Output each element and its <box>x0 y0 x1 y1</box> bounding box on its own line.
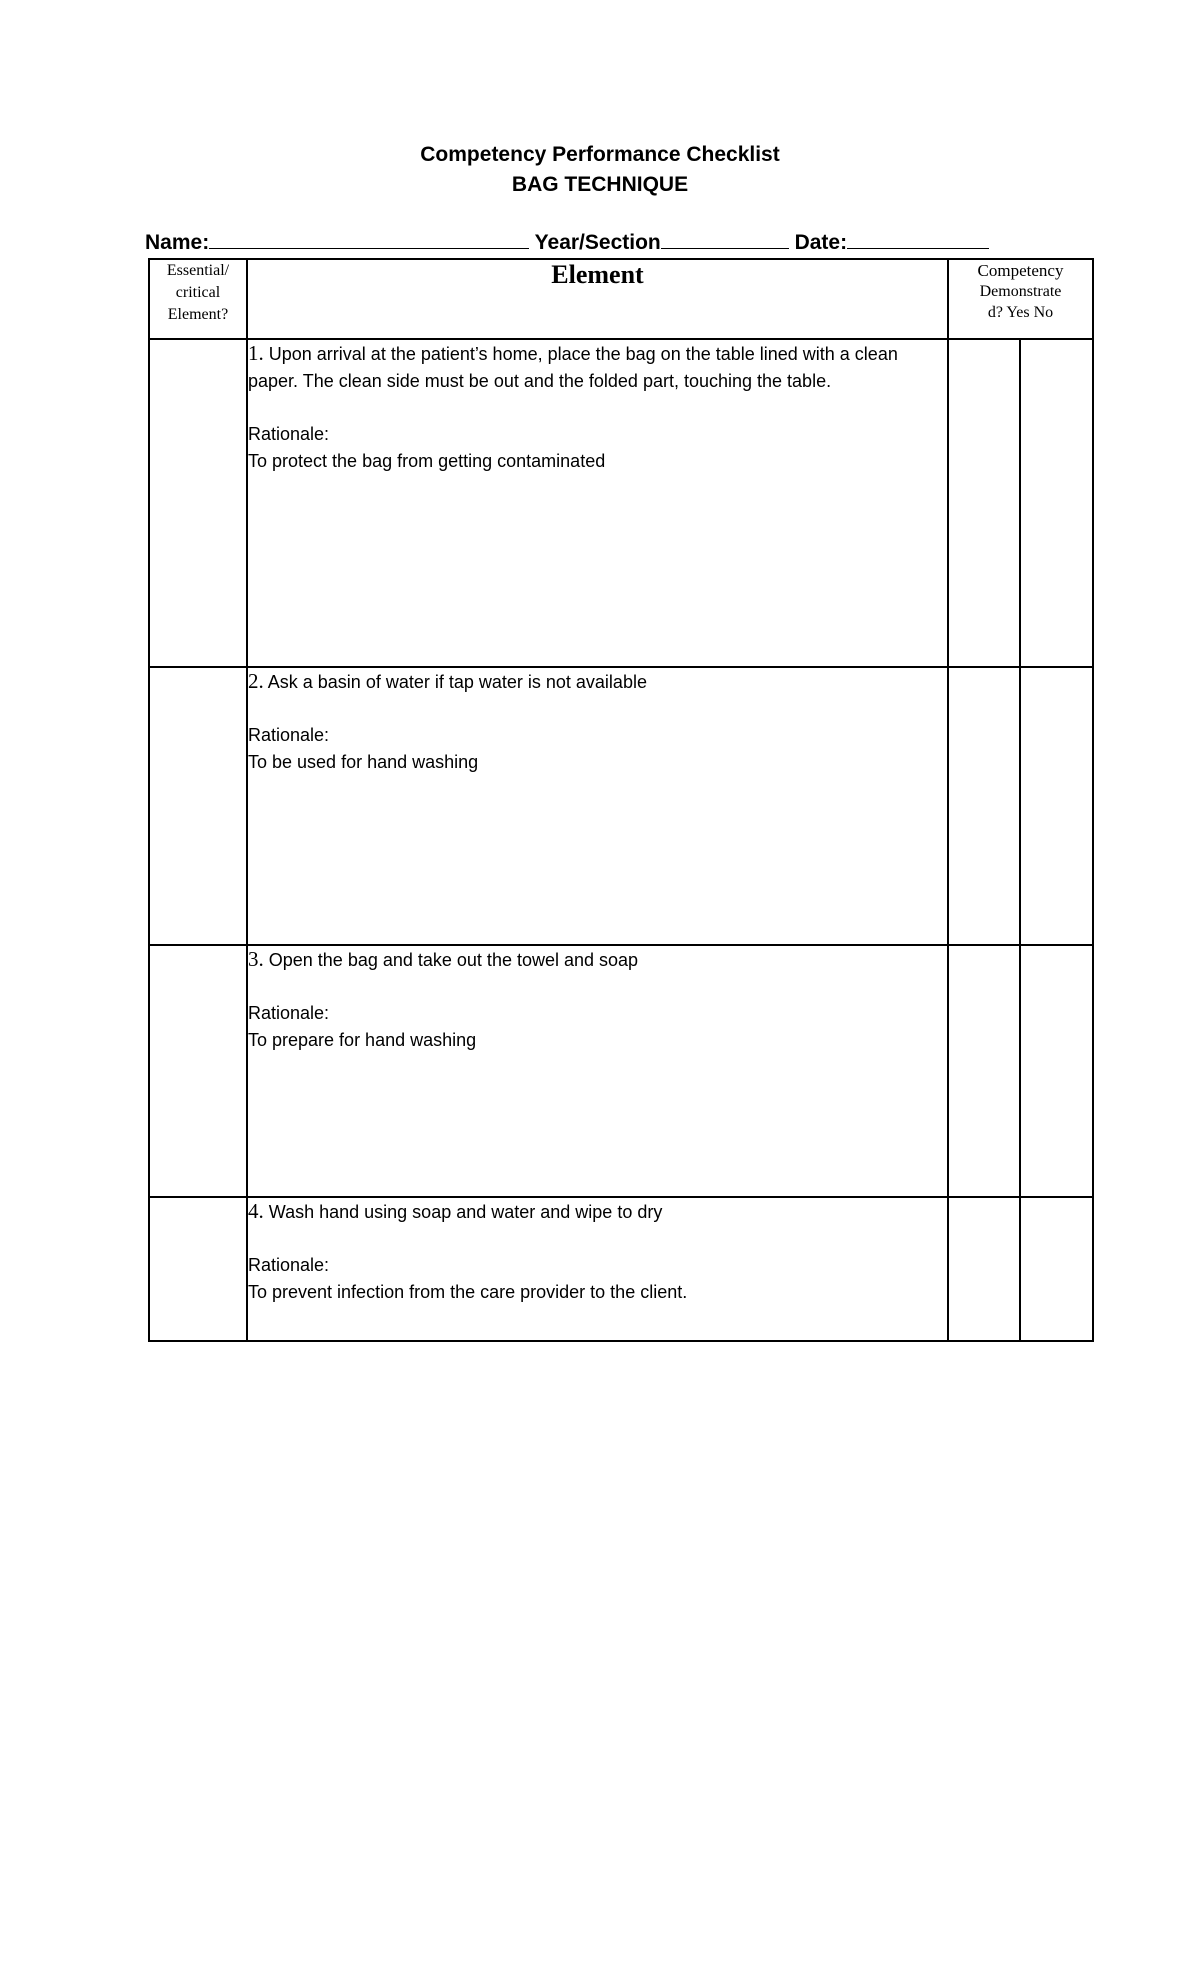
document-subtitle: BAG TECHNIQUE <box>511 173 689 196</box>
competency-header: Competency Demonstrate d? Yes No <box>948 259 1093 339</box>
rationale-text: To prevent infection from the care provider to the client. <box>248 1282 688 1302</box>
rationale-text: To protect the bag from getting contaminated <box>248 451 606 471</box>
element-step <box>248 340 947 395</box>
document-title: Competency Performance Checklist <box>420 143 780 166</box>
essential-cell[interactable] <box>149 339 247 667</box>
date-field[interactable] <box>847 230 989 249</box>
essential-header: Essential/ critical Element? <box>149 259 247 339</box>
no-cell[interactable] <box>1020 945 1093 1197</box>
element-cell <box>247 667 948 945</box>
step-text: Ask a basin of water if tap water is not available <box>267 672 647 692</box>
element-step <box>248 946 947 974</box>
name-label: Name: <box>145 231 210 254</box>
step-text: Open the bag and take out the towel and soap <box>268 950 639 970</box>
title-block <box>0 140 1200 200</box>
rationale-label: Rationale: <box>248 1003 330 1023</box>
rationale-label: Rationale: <box>248 1255 330 1275</box>
yes-cell[interactable] <box>948 945 1020 1197</box>
name-field[interactable] <box>209 230 529 249</box>
step-number: 1. <box>248 341 264 365</box>
no-cell[interactable] <box>1020 339 1093 667</box>
yes-cell[interactable] <box>948 1197 1020 1341</box>
table-row <box>149 667 1093 945</box>
date-label: Date: <box>794 231 848 254</box>
rationale-text: To be used for hand washing <box>248 752 479 772</box>
yes-cell[interactable] <box>948 667 1020 945</box>
rationale-label: Rationale: <box>248 725 330 745</box>
rationale-label: Rationale: <box>248 424 330 444</box>
element-header: Element <box>247 259 948 339</box>
step-number: 2. <box>248 669 264 693</box>
essential-cell[interactable] <box>149 945 247 1197</box>
header-fields <box>145 230 1085 255</box>
table-row <box>149 1197 1093 1341</box>
year-section-field[interactable] <box>661 230 789 249</box>
step-text: Wash hand using soap and water and wipe to dry <box>268 1202 663 1222</box>
table-row <box>149 339 1093 667</box>
checklist-table <box>148 258 1094 1342</box>
element-cell <box>247 339 948 667</box>
table-row <box>149 945 1093 1197</box>
rationale-text: To prepare for hand washing <box>248 1030 477 1050</box>
yes-cell[interactable] <box>948 339 1020 667</box>
essential-cell[interactable] <box>149 1197 247 1341</box>
essential-cell[interactable] <box>149 667 247 945</box>
year-section-label: Year/Section <box>534 231 661 254</box>
element-cell <box>247 945 948 1197</box>
element-step <box>248 668 947 696</box>
step-number: 4. <box>248 1199 264 1223</box>
step-text: Upon arrival at the patient’s home, place the bag on the table lined with a clean paper. The clean side must be out and the folded part, touching the table. <box>248 344 898 391</box>
step-number: 3. <box>248 947 264 971</box>
element-cell <box>247 1197 948 1341</box>
element-step <box>248 1198 947 1226</box>
table-header-row <box>149 259 1093 339</box>
no-cell[interactable] <box>1020 1197 1093 1341</box>
no-cell[interactable] <box>1020 667 1093 945</box>
